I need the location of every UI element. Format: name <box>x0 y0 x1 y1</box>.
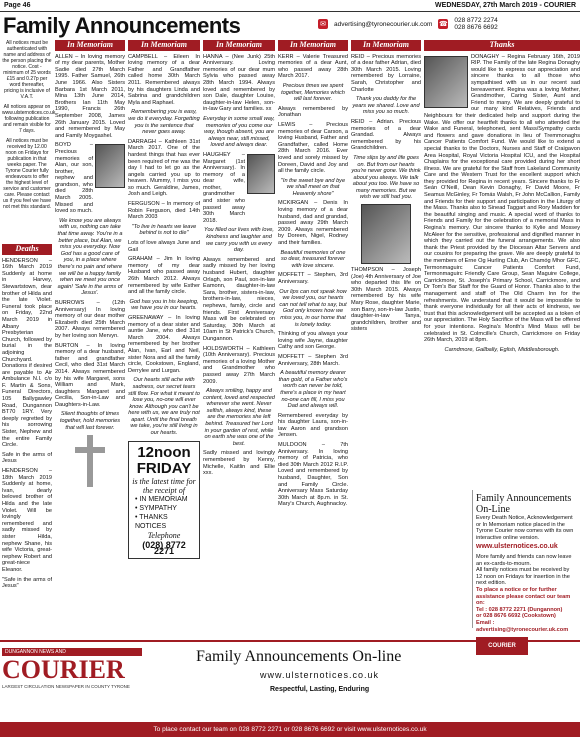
logo-tagline: LARGEST CIRCULATION NEWSPAPER IN COUNTY TYRONE <box>2 684 130 689</box>
memoriam-notice: GRAHAM – Jim In loving memory of my dear Husband who passed away 26th March 2012. Always remembered by wife Esther and all the family circle. <box>128 256 200 296</box>
death-verse: "Safe in the arms of Jesus" <box>2 576 52 590</box>
memoriam-notice: FERGUSON – In memory of Robin Ferguson, died 14th March 2003 <box>128 201 200 221</box>
section-header-thanks: Thanks <box>424 40 580 51</box>
memoriam-verse: "In the sweet bye and bye we shall meet on that Heavenly shore" <box>280 177 346 197</box>
memoriam-verse: Everyday in some small way, memories of you come our way, though absent, you are always near, still missed, loved and always dear. <box>203 115 275 149</box>
memoriam-notice: GREENAWAY – In loving memory of a dear sister and auntie Jane, who died 31st March 2004. Always remembered by her brother Alan, Ivan, Earl and Neil, sister Nora and all the family circle, Cookstown, England, Derrylee and Lurgan. <box>128 314 200 374</box>
page-number: Page 46 <box>4 2 31 9</box>
deadline-subtitle: is the latest time for the receipt of <box>132 476 196 495</box>
deadline-telephone-label: Telephone <box>147 530 181 540</box>
memoriam-column-1 <box>55 40 125 592</box>
section-header-memoriam: In Memoriam <box>55 40 125 51</box>
notice-box <box>2 40 56 214</box>
memoriam-notice: Always remembered and sadly missed by her loving husband Hubert, daughter Orlagh, son Paul, son-in-law Eamonn, daughter-in-law Sara, brother, sisters-in-law, brothers-in-law, nieces, nephews, family, circle and friends. First Anniversary Mass will be celebrated on Saturday, 30th March at 10am in St Patrick's Church, Dungannon. <box>203 256 275 342</box>
memoriam-notice: Remembered everyday by his daughter Laura, son-in-law Aaron and grandson Jensen. <box>278 412 348 439</box>
page-title: Family Announcements <box>3 13 241 38</box>
courier-logo: COURIER <box>476 637 528 655</box>
portrait-photo <box>424 56 468 108</box>
deadline-item: • SYMPATHY <box>135 504 177 512</box>
memoriam-notice: DARRAGH – Kathleen 31st March 2017. One of the hardest things that has ever been required of me was the day I had to let go as the angels carried you up to heaven. Mummy, I miss you so much. Geraldine, James, Josh and Leigh. <box>128 138 200 198</box>
memoriam-verse: Precious times we spent together, Memories which will last forever. <box>281 82 345 103</box>
notice-text-1: All notices must be authenticated with name and address of the person placing the notice. Cost - minimum of 25 words £15 and 0.27p per word thereafter, pricing is inclusive of V.A.T. <box>2 40 52 100</box>
memoriam-notice: KERR – Valerie Treasured memories of a dear Aunt, who passed away 28th March 2017. <box>278 53 348 80</box>
memoriam-notice: Thinking of you always your loving wife Jayne, daughter Cathy and son George. <box>278 331 348 351</box>
memoriam-notice: ALLEN – In loving memory of my dear parents, Mother Sadie died 27th March 1995. Father Samuel, 26th June 1966. Also Sisters Barbara 1st March 2011, Mina 13th June 2014, Brothers Ian 11th May 1990, Francis 26th September 2008, James 26th January 2015. Loved and remembered by May and Family Moygashel. <box>55 53 125 139</box>
thanks-signature: Carndmore, Gallbally, Eglish, Middlesborough. <box>444 346 560 353</box>
cross-icon <box>72 435 108 487</box>
portrait-photo <box>95 144 125 188</box>
memoriam-notice: BURTON – In loving memory of a dear husband, father and grandfather Cecil, who died 31st March 2014. Always remembered by his wife Margaret, sons William and Mark, daughters Margaret and Cecilia, Son-in-Law and Daughters-in-Law. <box>55 342 125 408</box>
contact-phone-1[interactable]: 028 8772 2274 <box>454 17 498 24</box>
online-phone[interactable]: Tel : 028 8772 2271 (Dungannon) <box>476 606 563 613</box>
memoriam-notice: REID – Adrian. Precious memories of a dear Grandad. Always remembered by his Grandchildren. <box>351 118 421 152</box>
notice-text-2: All notices appear on www.ulsternotices.co.uk following publication and remain visible for 7 days. <box>2 104 56 134</box>
online-contact-prompt: To place a notice or for further assistance please contact our team on: <box>476 586 571 607</box>
memoriam-notice: MOFFETT – Stephen, 3rd Anniversary. <box>278 272 348 285</box>
memoriam-verse: A beautiful memory dearer than gold, of a Father who's worth can never be told, there's a place in my heart no-one can fill, I miss you Dad and always will. <box>278 370 348 410</box>
memoriam-verse: Silent thoughts of times together, hold memories that will last forever. <box>59 411 120 431</box>
online-text: All family notices must be received by 12 noon on Fridays for insertion in the next edition. <box>476 567 570 587</box>
death-notice: HENDERSON – 16th March 2019 Suddenly at home in Harvey, Stewartstown, dear brother of Hilda and the late Violet. Funeral took place on Friday, 22nd March 2019 in Albany Presbyterian Church, followed by burial in the adjoining Churchyard. Donations if desired are payable to Air Ambulance N.I. c/o F. Martin & Sons, Funeral Directors, 105 Ballygawley Road, Dungannon BT70 1RY. Very deeply regretted by his sorrowing Sister, Nephew and the entire Family Circle. <box>2 257 52 449</box>
memoriam-notice: Sadly missed and lovingly remembered by Kenny, Michelle, Kaitlin and Ellie xxx. <box>203 450 275 477</box>
thanks-column <box>424 40 580 486</box>
memoriam-verse: Time slips by and life goes on. But from our hearts you're never gone. We think about you always. We talk about you too. We have so many memories. But we wish we still had you. <box>351 154 421 201</box>
death-notice: HENDERSON – 18th March 2019 Suddenly at home, Ivan, dearly beloved brother of Hilda and the late Violet. Will be lovingly remembered and sadly missed by sister Hilda, nephew Shane, his wife Victoria, great-nephew Robert and great-niece Eleanor. <box>2 468 52 573</box>
online-text: More family and friends can now leave an ex-cards-to-mourn. <box>476 553 572 567</box>
memoriam-notice: BURROWS – (12th Anniversary) In loving memory of our dear mother Elizabeth died 25th March 2007. Always remembered by her loving son Mervyn. <box>55 299 125 339</box>
memoriam-notice: BOYD – Precious memories of Alan, our son, brother, nephew and grandson, who died 28th March 2005. Missed and loved so much. <box>55 142 93 215</box>
portrait-photo <box>361 204 411 264</box>
logo-wordmark: COURIER <box>2 655 125 684</box>
death-verse: Safe in the arms of Jesus <box>2 451 52 465</box>
masthead <box>0 13 580 37</box>
deadline-phone[interactable]: (028) 8772 2271 <box>142 539 186 557</box>
online-promo <box>472 490 580 649</box>
deaths-column <box>2 244 52 592</box>
online-title: Family Announcements On-Line <box>476 493 572 515</box>
memoriam-notice: HAUGHEY – Margaret (1st Anniversary). In memory of a dear wife, mother, grandmother and sister who passed away 30th March 2018. <box>203 151 245 224</box>
section-header-deaths: Deaths <box>2 244 52 255</box>
banner-contact-strip: To place contact our team on 028 8772 2271 or 028 8676 6692 or visit www.ulsternotices.co.uk <box>0 722 580 737</box>
deadline-box <box>128 441 200 559</box>
contact-phones <box>454 17 497 31</box>
thanks-notice: DONAGHY – Regina February 16th, 2019 RIP. The Family of the late Regina Donaghy would like to express our appreciation and sincere thanks to all those who sympathised with us in our recent sad bereavement. Regina was a loving Mother, Grandmother, Caring Sister, Aunt and Friend to many. We are deeply grateful to our many kind Relatives, Friends and Neighbours for their dedicated help and support during the Wake. We offer our heartfelt thanks to all who attended the Wake and Funeral, telephoned, sent Mass/Sympathy cards and flowers and gave donations in lieu of Tremmonaghs Cancer Patients Comfort Fund. We would like to extend a special thanks to the Doctors, Nurses and Staff of Craigavon Area Hospital, Royal Victoria Hospital ICU, and the Hospital Chaplains for the exceptional care provided during her short illness. We are grateful for the Staff from Lakeland Community Care and the Western Trust for the excellent support which they provided for Regina in recent years. Sincere thanks to Fr Seán O'Neill, Dean Kevin Donaghy, Fr David Moore, Fr Seamus McGinley, Fr Tomás Walsh, Fr John McCallion, Family and Friends for their support and participation in the Liturgy of the Mass. Thanks also to Sinead Taggart and Rory Madden for the beautiful singing and music. A special word of thanks to Friends and Family for the celebration of a memorial Mass in Regina's memory. Our sincere thanks to Kylie and Mossey McAleer for the sensitive, professional and dignified manner in which they carried out the funeral arrangements. We also thank the Priest provided by the Diocesan Altar Servers and our cousins for preparing the grave. We are deeply grateful to the members of Erne Og Hurling Club, An Chamóg Mhor GFC, Termonmaguirc Cancer Patients Comfort Fund, Termonmaguirc Friendly Care Group, Sean Maguire College, Carrickmore, St. Joseph's Primary School, Carrickmore, and Dr Tom's Bar Staff for the Guard of Honor. Thanks also to the management and staff of The Old Charm Inn for the refreshments. We understand that it would be impossible to thank everyone individually for all their acts of kindness, we trust that this acknowledgement will be accepted as a token of our appreciation. The Holy Sacrifice of the Mass will be offered for your intentions. Regina's Month's Mind Mass will be celebrated in St. Colmcille's Church, Carrickmore on Friday 26th March, 2019 at 8pm. <box>424 53 580 344</box>
memoriam-notice: MULDOON – 7th Anniversary. In loving memory of Patricia, who died 30th March 2012 R.I.P. Loved and remembered by husband, Daughter, Son and Family Circle. Anniversary Mass Saturday 30th March at 8p.m. in St. Mary's Church, Aughnacloy. <box>278 442 348 508</box>
memoriam-notice: THOMPSON – Joseph (Joe) 4th Anniversary of Joe who departed this life on 30th March 2015. Always remembered by his wife Mary Rose, daughter Marie, son Barry, son-in-law Justin, daughter-in-law Tanya, grandchildren, brother and sisters <box>351 267 421 333</box>
online-text: Every Death Notice, Acknowledgement or In Memoriam notice placed in the Tyrone Courier now comes with its own interactive online version. <box>476 515 574 541</box>
memoriam-column-5 <box>351 40 421 592</box>
logo-strapline: DUNGANNON NEWS AND <box>2 648 142 656</box>
memoriam-notice: CAMPBELL – Eileen In loving memory of a dear Father and Grandfather called home 30th March 2011. Remembered always by his daughters Linda and Sabrina and grandchildren Myla and Raphael. <box>128 53 200 106</box>
footer-banner <box>0 640 580 737</box>
contact-phone-2[interactable]: 028 8676 6692 <box>454 24 498 31</box>
memoriam-notice: LEWIS – Precious memories of dear Carson, a loving Husband, Father and Grandfather, called Home 28th March 2016. Ever loved and sorely missed by Doreen, David and Joy and all the family circle. <box>278 121 348 175</box>
deadline-item: NOTICES <box>135 522 167 530</box>
memoriam-column-3 <box>203 40 275 592</box>
section-header-memoriam: In Memoriam <box>203 40 275 51</box>
top-bar <box>0 0 580 12</box>
memoriam-notice: HANNA – (Nee Junk) 25th Anniversary. Loving memories of our dear mum Sylvia who passed away 28th March 1994. Always loved and remembered by son Dale, daughter Louise, daughter-in-law Helen, son-in-law Gary and families. xx <box>203 53 275 113</box>
memoriam-verse: Our hearts still ache with sadness, our secret tears still flow. For what it meant to lose you, no-one will ever know. Although you can't be here with us, we are truly not apart. Until the final breath we take, you're still living in our hearts. <box>128 377 200 437</box>
online-phone[interactable]: or 028 8676 6692 (Cookstown) <box>476 613 556 620</box>
notice-text-3: All notices must be received by 12.00 noon on Fridays for publication in that weeks paper. The Tyrone Courier fully endeavours to offer the highest level of service and customer care. Please contact us if you feel we have not met this standard. <box>2 138 52 210</box>
memoriam-notice: MOFFETT – Stephen 3rd Anniversary, 28th March. <box>278 353 348 367</box>
memoriam-verse: Thank you daddy for the years we shared. Love and miss you so much. <box>352 96 420 116</box>
memoriam-verse: "To live in hearts we leave behind is not to die" <box>131 223 197 237</box>
phone-icon: ☎ <box>439 21 448 28</box>
courier-masthead-logo <box>2 648 142 704</box>
deadline-time: 12noon <box>137 443 191 461</box>
email-icon: ✉ <box>318 19 328 29</box>
memoriam-verse: God has you in his keeping, we have you in our hearts. <box>129 298 199 312</box>
contact-email[interactable]: advertising@tyronecourier.uk.com <box>334 20 433 28</box>
memoriam-column-4 <box>278 40 348 592</box>
deadline-day: FRIDAY <box>136 459 192 477</box>
memoriam-notice: REID – Precious memories of a dear father Adrian, died 30th March 2015. Loving remembered by Lorraine, Sarah, Christopher and Charlotte <box>351 53 421 93</box>
memoriam-notice: Lots of love always June and Gail <box>128 240 200 253</box>
memoriam-verse: Beautiful memories of one so dear, treasured forever with love sincere. <box>280 249 346 269</box>
section-header-memoriam: In Memoriam <box>128 40 200 51</box>
memoriam-verse: Always smiling, happy and content, loved and respected wherever she went. Never selfish, always kind, these are the memories she left behind. Treasured her Lord in your garden of rest, while on earth she was one of the best. <box>203 388 275 447</box>
banner-title: Family Announcements On-line <box>196 648 402 665</box>
banner-slogan: Respectful, Lasting, Enduring <box>270 686 370 693</box>
deadline-item: • IN MEMORIAM <box>135 495 188 503</box>
online-url[interactable]: www.ulsternotices.co.uk <box>476 543 558 551</box>
memoriam-verse: Remembering you is easy, we do it everyday. Forgetting you is the sentence that never goes away. <box>128 109 200 136</box>
issue-date: WEDNESDAY, 27th March 2019 - COURIER <box>435 2 576 9</box>
deadline-item: • THANKS <box>135 513 168 521</box>
section-header-memoriam: In Memoriam <box>278 40 348 51</box>
memoriam-notice: MCKIRGAN – Denis In loving memory of a dear husband, dad and grandad, passed away 29th March 2009. Always remembered by Doreen, Nigel, Rodney and their families. <box>278 200 348 247</box>
memoriam-verse: You filled our lives with love, kindness and laughter and we carry you with us every day. <box>204 227 274 254</box>
memoriam-verse: We know you are always with us, nothing can take that time away. You're in a better place, but Alan, we miss you everyday. Now God has a good care of you, in a place where there's no pain and where we will be a happy family when we meet you once again! 'Safe in the arms of Jesus'. <box>57 217 123 297</box>
memoriam-verse: Our lips can not speak how we loved you, our hearts can not tell what to say, but God only knows how we miss you, in our home that is lonely today. <box>279 288 347 328</box>
banner-url[interactable]: www.ulsternotices.co.uk <box>260 670 380 680</box>
memoriam-notice: HOLDSWORTH – Kathleen (10th Anniversary). Precious memories of a loving Mother and Grandmother who passed away 27th March 2009. <box>203 345 275 385</box>
portrait-photo <box>247 154 275 194</box>
section-header-memoriam: In Memoriam <box>351 40 421 51</box>
contact-info <box>318 17 498 31</box>
memoriam-notice: Always remembered by Jonathan <box>278 105 348 119</box>
memoriam-column-2 <box>128 40 200 592</box>
online-email[interactable]: Email : advertising@tyronecourier.uk.com <box>476 619 569 633</box>
